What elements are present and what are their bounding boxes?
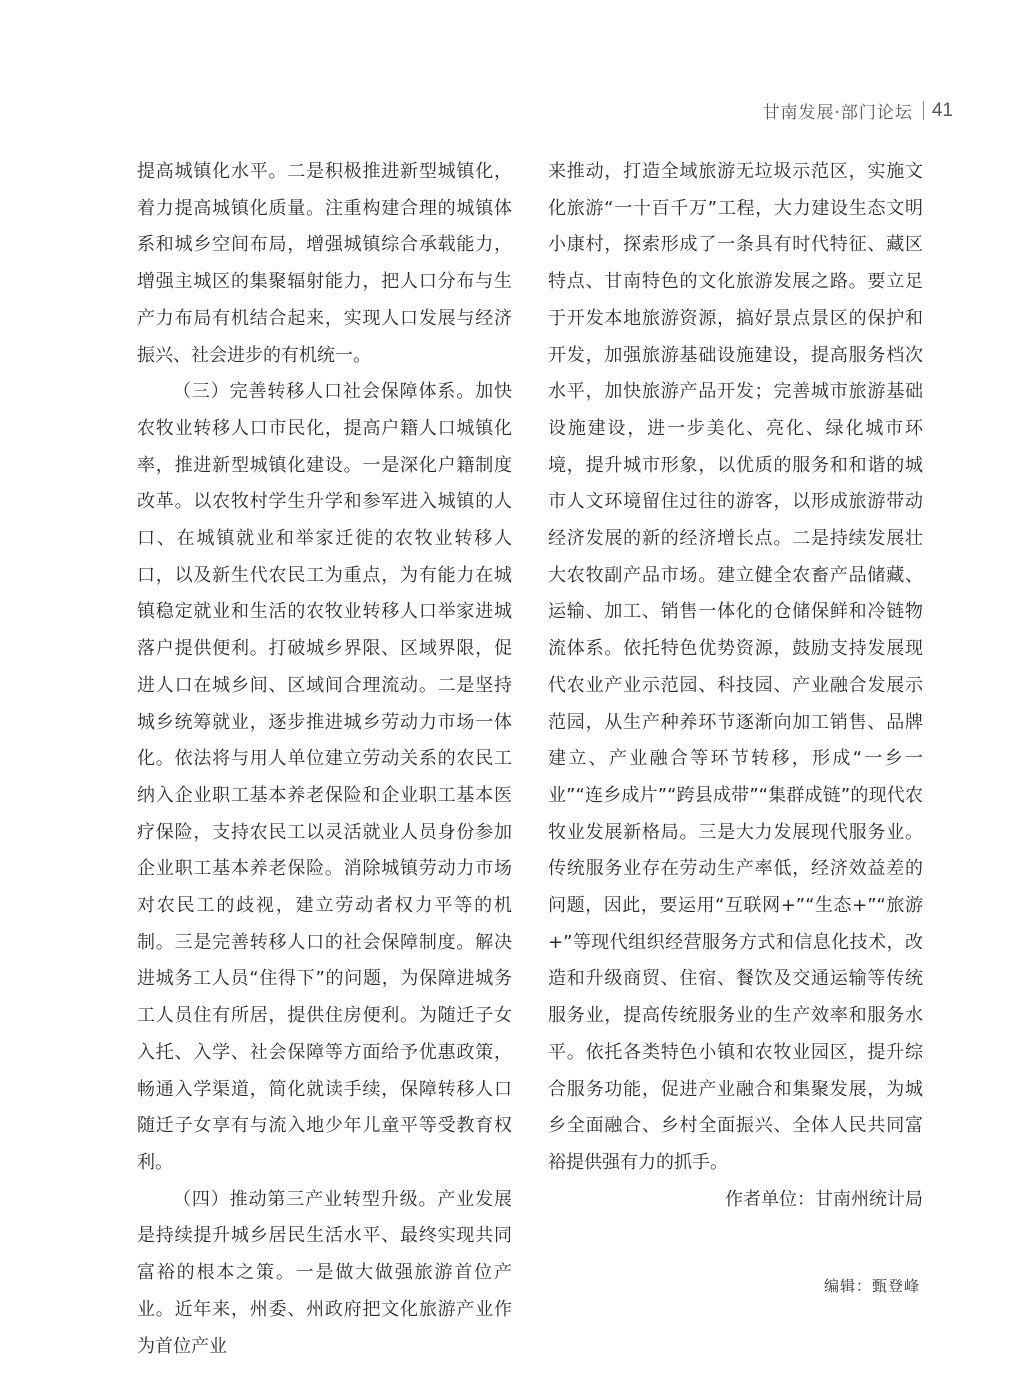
running-header <box>762 98 953 123</box>
page-number: 41 <box>931 99 953 121</box>
left-column <box>137 154 512 1365</box>
right-column <box>548 154 923 1218</box>
header-divider <box>923 101 924 120</box>
editor-credit: 编辑：甄登峰 <box>823 1277 920 1295</box>
paragraph: 来推动，打造全域旅游无垃圾示范区，实施文化旅游“一十百千万”工程，大力建设生态文明小康村，探索形成了一条具有时代特征、藏区特点、甘南特色的文化旅游发展之路。要立足于开发本地旅游资源，搞好景点景区的保护和开发，加强旅游基础设施建设，提高服务档次水平，加快旅游产品开发；完善城市旅游基础设施建设，进一步美化、亮化、绿化城市环境，提升城市形象，以优质的服务和和谐的城市人文环境留住过往的游客，以形成旅游带动经济发展的新的经济增长点。二是持续发展壮大农牧副产品市场。建立健全农畜产品储藏、运输、加工、销售一体化的仓储保鲜和冷链物流体系。依托特色优势资源，鼓励支持发展现代农业产业示范园、科技园、产业融合发展示范园，从生产种养环节逐渐向加工销售、品牌建立、产业融合等环节转移，形成“一乡一业”“连乡成片”“跨县成带”“集群成链”的现代农牧业发展新格局。三是大力发展现代服务业。传统服务业存在劳动生产率低，经济效益差的问题，因此，要运用“互联网+”“生态+”“旅游+”等现代组织经营服务方式和信息化技术，改造和升级商贸、住宿、餐饮及交通运输等传统服务业，提高传统服务业的生产效率和服务水平。依托各类特色小镇和农牧业园区，提升综合服务功能，促进产业融合和集聚发展，为城乡全面融合、乡村全面振兴、全体人民共同富裕提供强有力的抓手。 <box>548 161 923 1173</box>
paragraph: （三）完善转移人口社会保障体系。加快农牧业转移人口市民化，提高户籍人口城镇化率，推进新型城镇化建设。一是深化户籍制度改革。以农牧村学生升学和参军进入城镇的人口、在城镇就业和举家迁徙的农牧业转移人口，以及新生代农民工为重点，为有能力在城镇稳定就业和生活的农牧业转移人口举家进城落户提供便利。打破城乡界限、区域界限，促进人口在城乡间、区域间合理流动。二是坚持城乡统筹就业，逐步推进城乡劳动力市场一体化。依法将与用人单位建立劳动关系的农民工纳入企业职工基本养老保险和企业职工基本医疗保险，支持农民工以灵活就业人员身份参加企业职工基本养老保险。消除城镇劳动力市场对农民工的歧视，建立劳动者权力平等的机制。三是完善转移人口的社会保障制度。解决进城务工人员“住得下”的问题，为保障进城务工人员住有所居，提供住房便利。为随迁子女入托、入学、社会保障等方面给予优惠政策，畅通入学渠道，简化就读手续，保障转移人口随迁子女享有与流入地少年儿童平等受教育权利。 <box>137 381 512 1173</box>
section-title: 甘南发展·部门论坛 <box>762 103 913 123</box>
paragraph: （四）推动第三产业转型升级。产业发展是持续提升城乡居民生活水平、最终实现共同富裕的根本之策。一是做大做强旅游首位产业。近年来，州委、州政府把文化旅游产业作为首位产业 <box>137 1188 512 1357</box>
author-affiliation: 作者单位：甘南州统计局 <box>725 1188 923 1210</box>
paragraph: 提高城镇化水平。二是积极推进新型城镇化，着力提高城镇化质量。注重构建合理的城镇体系和城乡空间布局，增强城镇综合承载能力，增强主城区的集聚辐射能力，把人口分布与生产力布局有机结合起来，实现人口发展与经济振兴、社会进步的有机统一。 <box>137 161 512 366</box>
